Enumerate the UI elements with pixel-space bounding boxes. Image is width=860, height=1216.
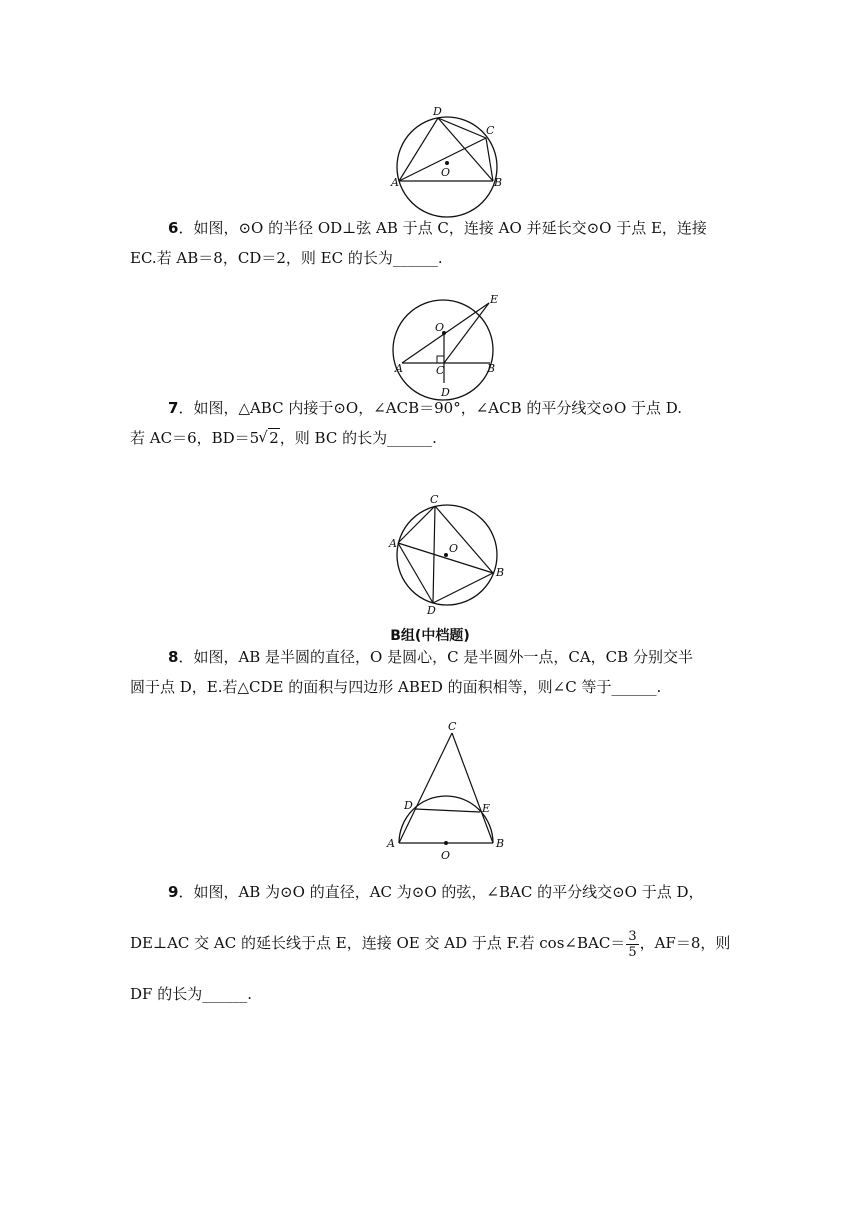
question-text: ．如图，⊙O 的半径 OD⊥弦 AB 于点 C，连接 AO 并延长交⊙O 于点 E，连接 [178, 219, 707, 237]
question-text: DF 的长为______. [130, 985, 252, 1003]
figure-q7 [385, 492, 515, 617]
center-dot [444, 553, 448, 557]
segment-de [415, 809, 480, 812]
label-o: O [441, 849, 451, 862]
segment-cb [435, 506, 493, 573]
question-number: 9 [168, 883, 179, 901]
question-number: 6 [168, 219, 179, 237]
label-d: D [404, 799, 413, 812]
question-9-line-2 [130, 918, 735, 969]
section-title: B组(中档题) [390, 628, 470, 644]
question-text: ．如图，AB 为⊙O 的直径，AC 为⊙O 的弦，∠BAC 的平分线交⊙O 于点 D， [178, 883, 704, 901]
label-a: A [387, 837, 395, 850]
label-d: D [427, 604, 436, 617]
figure-q8 [380, 716, 520, 864]
fraction-denominator: 5 [628, 944, 637, 960]
question-text: EC.若 AB＝8，CD＝2，则 EC 的长为______. [130, 249, 443, 267]
label-b: B [496, 566, 505, 579]
center-dot [444, 841, 448, 845]
label-e: E [482, 802, 491, 815]
segment-cb [452, 733, 493, 843]
label-b: B [496, 837, 505, 850]
fraction-numerator: 3 [628, 928, 637, 944]
center-dot [445, 161, 449, 165]
label-o: O [435, 321, 445, 334]
question-6 [130, 213, 735, 273]
segment-ca [399, 733, 452, 843]
figure-q6 [390, 288, 510, 400]
label-c: C [430, 493, 439, 506]
question-8 [130, 642, 735, 702]
label-a: A [391, 176, 399, 189]
radicand: 2 [269, 429, 279, 447]
segment-ca [398, 506, 435, 543]
square-root [259, 423, 280, 453]
right-angle-mark [437, 356, 444, 363]
label-c: C [486, 124, 495, 137]
semicircle [399, 796, 493, 843]
question-number: 7 [168, 399, 179, 417]
label-d: D [433, 105, 442, 118]
question-text: DE⊥AC 交 AC 的延长线于点 E，连接 OE 交 AD 于点 F.若 cos∠BAC＝ [130, 934, 626, 952]
question-9 [130, 867, 735, 1020]
label-c: C [436, 364, 445, 377]
label-c: C [448, 720, 457, 733]
label-a: A [389, 537, 397, 550]
label-d: D [441, 386, 450, 399]
question-text: ，AF＝8，则 [639, 934, 731, 952]
question-number: 8 [168, 648, 179, 666]
question-text: 若 AC＝6，BD＝5 [130, 429, 260, 447]
question-7 [130, 393, 735, 453]
label-o: O [449, 542, 459, 555]
label-e: E [490, 293, 499, 306]
question-7-line-2 [130, 423, 735, 453]
question-text: 圆于点 D，E.若△CDE 的面积与四边形 ABED 的面积相等，则∠C 等于______. [130, 678, 662, 696]
fraction [626, 929, 638, 960]
question-text: ，则 BC 的长为______. [279, 429, 437, 447]
question-text: ．如图，△ABC 内接于⊙O，∠ACB＝90°，∠ACB 的平分线交⊙O 于点 D. [178, 399, 683, 417]
question-8-line-1 [130, 642, 735, 672]
segment-ec [444, 303, 489, 363]
question-7-line-1 [130, 393, 735, 423]
label-b: B [487, 362, 496, 375]
question-8-line-2 [130, 672, 735, 702]
question-text: ．如图，AB 是半圆的直径，O 是圆心，C 是半圆外一点，CA，CB 分别交半 [178, 648, 693, 666]
question-6-line-1 [130, 213, 735, 243]
label-o: O [441, 166, 451, 179]
label-a: A [395, 362, 403, 375]
question-9-line-3 [130, 969, 735, 1020]
question-9-line-1 [130, 867, 735, 918]
label-b: B [494, 176, 503, 189]
circle-o [393, 300, 496, 400]
question-6-line-2 [130, 243, 735, 273]
figure-top [390, 104, 510, 214]
